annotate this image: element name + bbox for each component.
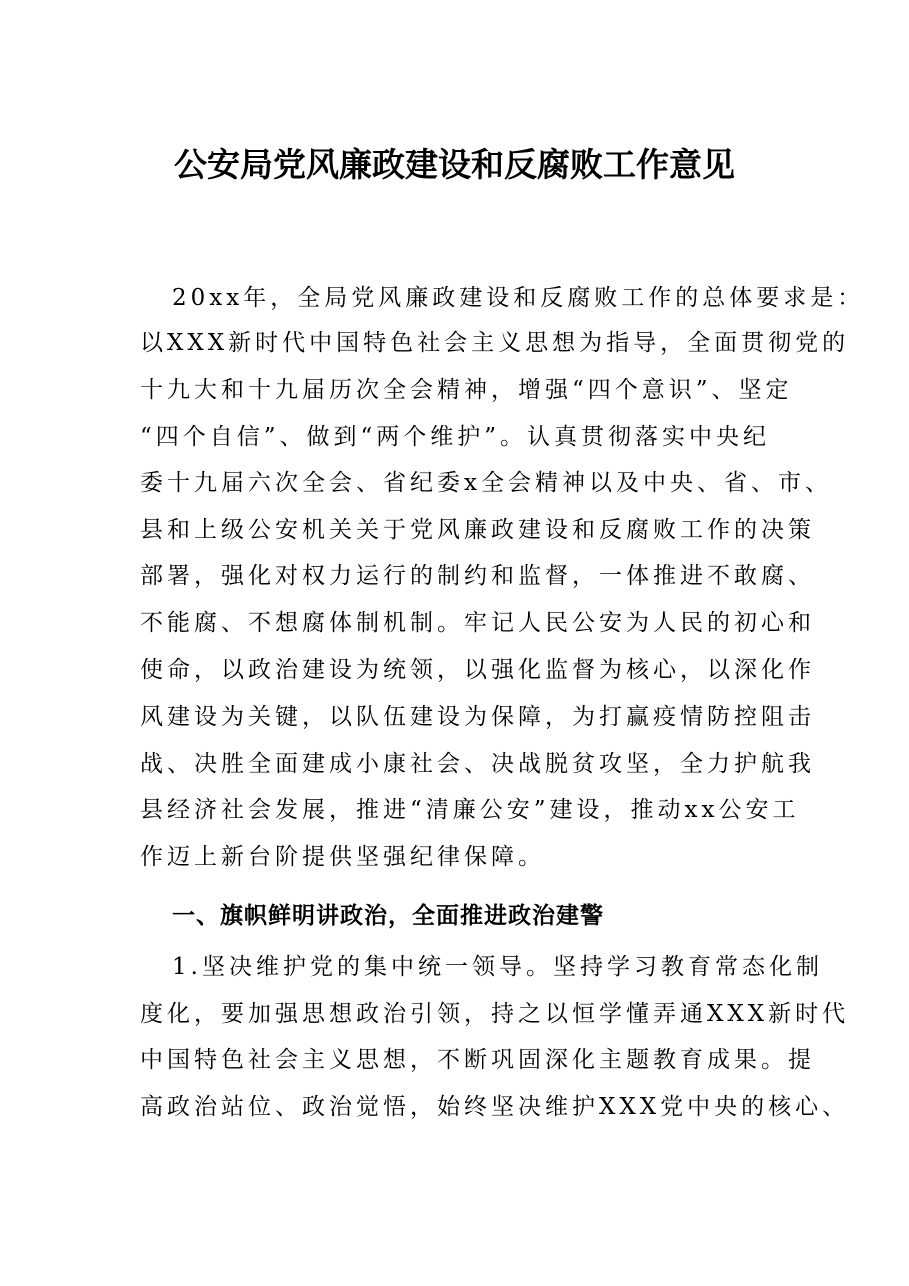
paragraph-1-line-5: 委十九届六次全会、省纪委x全会精神以及中央、省、市、 [140, 470, 832, 496]
paragraph-1-line-4: “四个自信”、做到“两个维护”。认真贯彻落实中央纪 [140, 424, 771, 450]
paragraph-1-line-3: 十九大和十九届历次全会精神，增强“四个意识”、坚定 [140, 377, 793, 403]
paragraph-1-line-11: 战、决胜全面建成小康社会、决战脱贫攻坚，全力护航我 [140, 751, 815, 777]
paragraph-2-line-2: 度化，要加强思想政治引领，持之以恒学懂弄通XXX新时代 [140, 1001, 850, 1027]
paragraph-2-line-4: 高政治站位、政治觉悟，始终坚决维护XXX党中央的核心、 [140, 1094, 850, 1120]
paragraph-1-line-1: 20xx年，全局党风廉政建设和反腐败工作的总体要求是： [172, 285, 865, 311]
paragraph-1-line-9: 使命，以政治建设为统领，以强化监督为核心，以深化作 [140, 657, 815, 683]
document-title: 公安局党风廉政建设和反腐败工作意见 [174, 145, 735, 184]
paragraph-1-line-6: 县和上级公安机关关于党风廉政建设和反腐败工作的决策 [140, 517, 815, 543]
paragraph-1-line-7: 部署，强化对权力运行的制约和监督，一体推进不敢腐、 [140, 563, 815, 589]
paragraph-1-line-2: 以XXX新时代中国特色社会主义思想为指导，全面贯彻党的 [140, 330, 850, 356]
paragraph-1-line-10: 风建设为关键，以队伍建设为保障，为打赢疫情防控阻击 [140, 704, 815, 730]
paragraph-1-line-8: 不能腐、不想腐体制机制。牢记人民公安为人民的初心和 [140, 610, 815, 636]
paragraph-1-line-13: 作迈上新台阶提供坚强纪律保障。 [140, 844, 545, 870]
paragraph-1-line-12: 县经济社会发展，推进“清廉公安”建设，推动xx公安工 [140, 797, 800, 823]
paragraph-2-line-3: 中国特色社会主义思想，不断巩固深化主题教育成果。提 [140, 1047, 815, 1073]
section-1-heading: 一、旗帜鲜明讲政治，全面推进政治建警 [172, 903, 604, 929]
paragraph-2-line-1: 1.坚决维护党的集中统一领导。坚持学习教育常态化制 [172, 954, 823, 980]
